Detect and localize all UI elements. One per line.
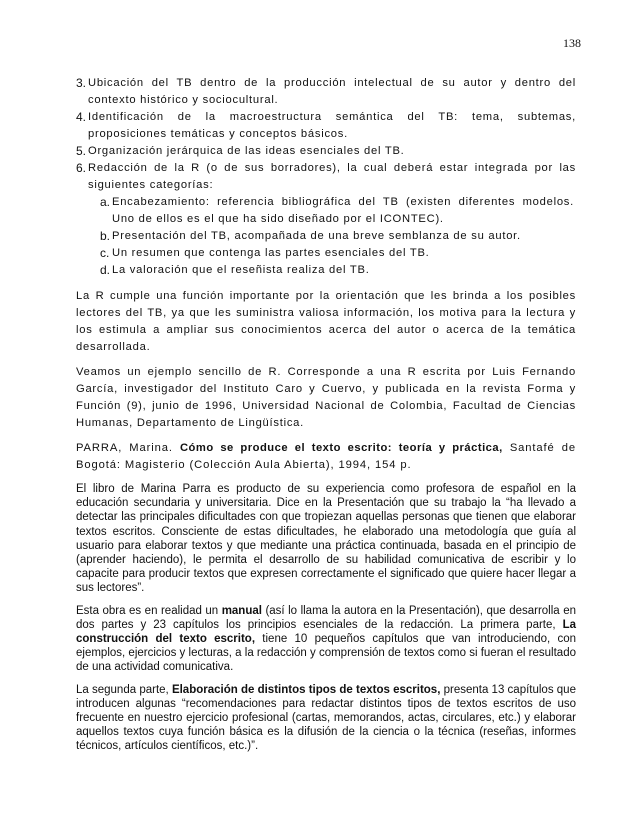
reference-author: PARRA, Marina. [76, 442, 173, 454]
paragraph-function: La R cumple una función importante por la orientación que les brinda a los posibles lectores del TB, ya que les suministra valiosa información, los motiva para la lectura y los estimula a ampliar sus conocimientos acerca del autor o acerca de la temática desarrollada. [76, 290, 576, 353]
list-item [76, 109, 576, 143]
sub-list-item [88, 228, 576, 245]
list-number: 5. [76, 144, 87, 158]
sub-list-mark: c. [100, 246, 110, 260]
paragraph-first-part [76, 604, 576, 675]
paragraph-example-intro: Veamos un ejemplo sencillo de R. Corresponde a una R escrita por Luis Fernando García, investigador del Instituto Caro y Cuervo, y publicada en la revista Forma y Función (9), junio de 1996, Universidad Nacional de Colombia, Facultad de Ciencias Humanas, Departamento de Lingüística. [76, 366, 576, 429]
sub-list-text: Un resumen que contenga las partes esenciales del TB. [112, 247, 430, 259]
sub-list-mark: d. [100, 263, 111, 277]
reference-title: Cómo se produce el texto escrito: teoría y práctica, [179, 442, 503, 454]
list-number: 4. [76, 110, 87, 124]
text-run: (así lo llama la autora en la Presentación), que desarrolla en dos partes y 23 capítulos los principios esenciales de la redacción. La primera parte, [76, 604, 576, 631]
list-text: Organización jerárquica de las ideas esenciales del TB. [88, 145, 405, 157]
sub-list-item [88, 194, 576, 228]
sub-list [88, 194, 576, 279]
steps-list [76, 75, 576, 279]
sub-list-text: La valoración que el reseñista realiza del TB. [112, 264, 370, 276]
paragraph-book-origin: El libro de Marina Parra es producto de su experiencia como profesora de español en la educación secundaria y universitaria. Dice en la Presentación que su trabajo la “ha llevado a detectar las principales dificultades con que tropiezan aquellas personas que tienen que elaborar textos escritos. Consciente de estas dificultades, he elaborado una metodología que guía al usuario para elaborar textos y que mediante una práctica continuada, basada en el principio de (aprender haciendo), le permita el desarrollo de su habilidad comunicativa de escribir y lo capacite para producir textos que expresen correctamente el significado que quiere hacer llegar a sus lectores”. [76, 483, 576, 595]
reference-publication: Santafé de Bogotá: Magisterio (Colección Aula Abierta), 1994, 154 p. [76, 442, 576, 471]
list-text: Ubicación del TB dentro de la producción intelectual de su autor y dentro del contexto histórico y sociocultural. [88, 77, 576, 106]
bold-first-part-title: La construcción del texto escrito, [76, 618, 576, 646]
text-run: Esta obra es en realidad un [76, 604, 222, 617]
page-body [76, 75, 576, 762]
text-run: tiene 10 pequeños capítulos que van introduciendo, con ejemplos, ejercicios y lecturas, a la redacción y comprensión de textos como si fueran el resultado de una actividad comunicativa. [76, 633, 576, 674]
bold-manual: manual [221, 604, 262, 617]
list-number: 6. [76, 161, 87, 175]
sub-list-text: Encabezamiento: referencia bibliográfica del TB (existen diferentes modelos. Uno de ellos es el que ha sido diseñado por el ICONTEC). [112, 196, 574, 225]
paragraph-second-part [76, 683, 576, 754]
page-number: 138 [563, 36, 581, 50]
list-item [76, 75, 576, 109]
list-text: Identificación de la macroestructura semántica del TB: tema, subtemas, proposiciones temáticas y conceptos básicos. [88, 111, 576, 140]
sub-list-mark: b. [100, 229, 111, 243]
bold-second-part-title: Elaboración de distintos tipos de textos escritos, [171, 683, 441, 696]
sub-list-mark: a. [100, 195, 111, 209]
list-text: Redacción de la R (o de sus borradores), la cual deberá estar integrada por las siguientes categorías: [88, 162, 576, 191]
list-item [76, 143, 576, 160]
text-run: presenta 13 capítulos que introducen algunas “recomendaciones para redactar distintos tipos de textos escritos de uso frecuente en nuestro ejercicio profesional (cartas, memorandos, actas, circulares, etc.) y elaborar aquellos textos cuya función básica es la difusión de la ciencia o la técnica (reseñas, informes técnicos, artículos científicos, etc.)”. [76, 683, 576, 753]
list-item [76, 160, 576, 279]
bibliographic-reference [76, 440, 576, 474]
sub-list-text: Presentación del TB, acompañada de una breve semblanza de su autor. [112, 230, 521, 242]
text-run: La segunda parte, [76, 683, 172, 696]
sub-list-item [88, 262, 576, 279]
list-number: 3. [76, 76, 87, 90]
sub-list-item [88, 245, 576, 262]
